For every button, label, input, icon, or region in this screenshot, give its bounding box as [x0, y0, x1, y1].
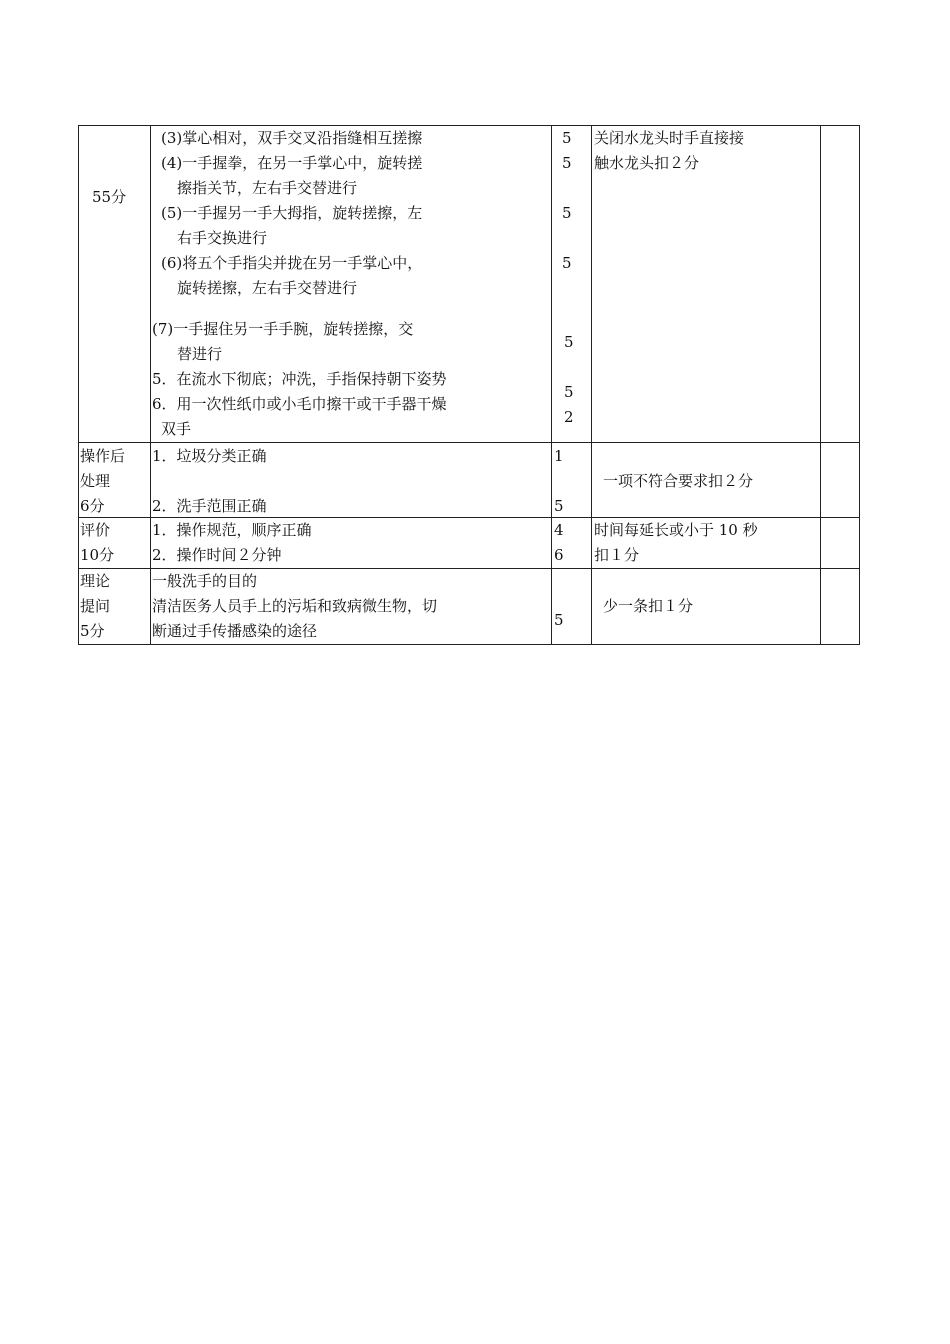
score-value: 2 — [564, 408, 574, 426]
score-value: 5 — [562, 204, 572, 222]
item-line: 一般洗手的目的 — [152, 571, 258, 590]
category-cell — [79, 126, 151, 443]
deduction-cell — [592, 568, 821, 644]
category-label: 10分 — [80, 545, 115, 564]
category-label: 提问 — [80, 596, 111, 615]
deduction-line: 时间每延长或小于 10 秒 — [594, 520, 758, 539]
score-value: 1 — [554, 446, 564, 465]
item-line: 清洁医务人员手上的污垢和致病微生物，切 — [152, 596, 438, 615]
deduction-cell — [592, 442, 821, 517]
score-value: 5 — [562, 129, 572, 147]
score-value: 4 — [554, 520, 564, 539]
table-row — [79, 442, 860, 517]
step-line: 替进行 — [177, 345, 223, 363]
score-value: 5 — [562, 154, 572, 172]
score-value: 5 — [562, 254, 572, 272]
score-value: 6 — [554, 545, 564, 564]
item-line: 2．操作时间２分钟 — [152, 545, 282, 564]
blank-cell — [821, 442, 860, 517]
step-line: 旋转搓擦，左右手交替进行 — [177, 279, 358, 297]
category-cell — [79, 442, 151, 517]
deduction-line: 触水龙头扣２分 — [594, 154, 700, 172]
step-line: (6)将五个手指尖并拢在另一手掌心中， — [161, 254, 423, 272]
score-value: 5 — [564, 333, 574, 351]
scoring-table — [78, 125, 860, 645]
blank-cell — [821, 568, 860, 644]
deduction-line: 扣１分 — [594, 545, 640, 564]
blank-cell — [821, 126, 860, 443]
score-value: 5 — [554, 496, 564, 515]
score-cell — [552, 126, 592, 443]
category-cell — [79, 517, 151, 568]
deduction-cell — [592, 126, 821, 443]
category-label: 6分 — [80, 496, 105, 515]
table-row — [79, 517, 860, 568]
category-label: 操作后 — [80, 446, 126, 465]
step-line: (4)一手握拳，在另一手掌心中，旋转搓 — [161, 154, 423, 172]
category-label: 5分 — [80, 621, 105, 640]
deduction-line: 一项不符合要求扣２分 — [603, 471, 754, 490]
score-value: 5 — [554, 610, 564, 629]
items-cell — [151, 568, 552, 644]
item-line: 1．操作规范，顺序正确 — [152, 520, 312, 539]
step-line: 右手交换进行 — [177, 229, 268, 247]
step-line: 5．在流水下彻底；冲洗，手指保持朝下姿势 — [152, 370, 447, 388]
table-row — [79, 126, 860, 443]
category-label: 处理 — [80, 471, 111, 490]
step-line: (3)掌心相对，双手交叉沿指缝相互搓擦 — [161, 129, 423, 147]
score-cell — [552, 568, 592, 644]
items-cell — [151, 442, 552, 517]
table-row — [79, 568, 860, 644]
step-line: (5)一手握另一手大拇指，旋转搓擦，左 — [161, 204, 423, 222]
item-line: 2．洗手范围正确 — [152, 496, 267, 515]
step-line: 双手 — [161, 420, 192, 438]
score-value: 5 — [564, 383, 574, 401]
items-cell — [151, 517, 552, 568]
category-label: 评价 — [80, 520, 111, 539]
category-label: 理论 — [80, 571, 111, 590]
category-cell — [79, 568, 151, 644]
deduction-line: 关闭水龙头时手直接接 — [594, 129, 745, 147]
deduction-cell — [592, 517, 821, 568]
step-line: 6．用一次性纸巾或小毛巾擦干或干手器干燥 — [152, 395, 447, 413]
item-line: 1．垃圾分类正确 — [152, 446, 267, 465]
steps-cell — [151, 126, 552, 443]
score-cell — [552, 442, 592, 517]
step-line: (7)一手握住另一手手腕，旋转搓擦，交 — [152, 320, 414, 338]
category-label: 55分 — [92, 188, 127, 206]
deduction-line: 少一条扣１分 — [603, 596, 694, 615]
item-line: 断通过手传播感染的途径 — [152, 621, 318, 640]
blank-cell — [821, 517, 860, 568]
step-line: 擦指关节，左右手交替进行 — [177, 179, 358, 197]
score-cell — [552, 517, 592, 568]
